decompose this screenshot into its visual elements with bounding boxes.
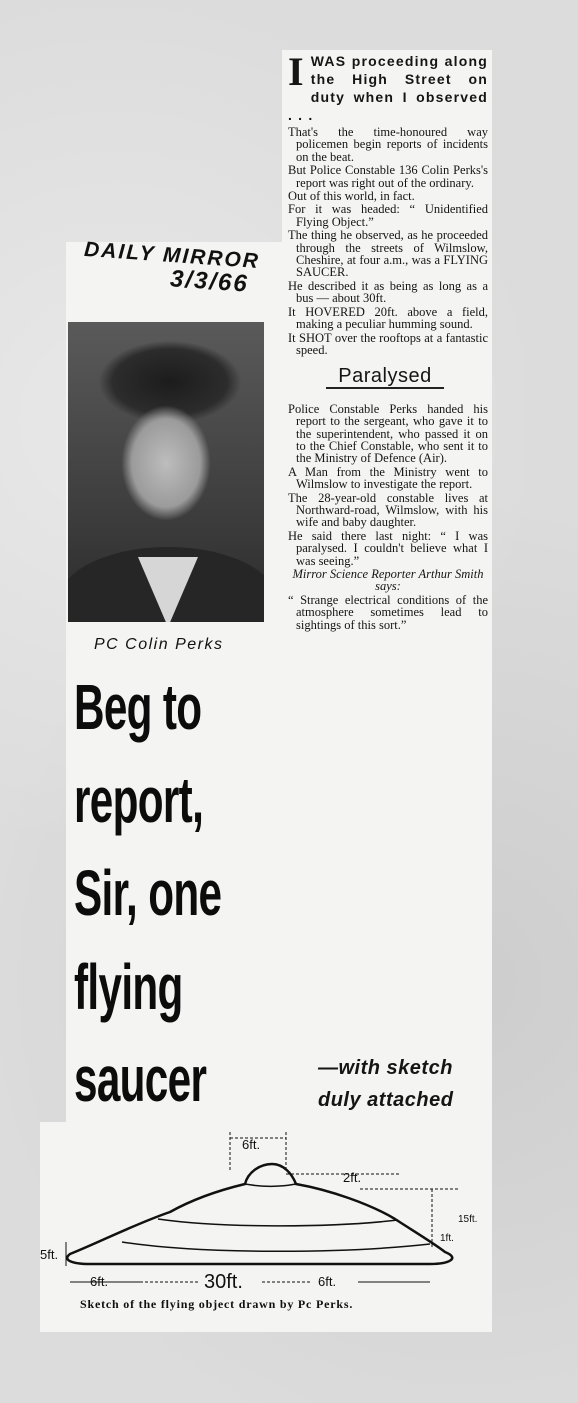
handwritten-date: 3/3/66 (169, 265, 250, 298)
article-paragraph: He said there last night: “ I was paralysed. I couldn't believe what I was seeing.” (288, 528, 488, 568)
headline-line-1: Beg to (74, 671, 202, 743)
article-lead (288, 49, 488, 124)
sketch-note-line-2: duly attached (318, 1089, 454, 1111)
photo-caption: PC Colin Perks (94, 636, 224, 653)
dim-dome-label: 2ft. (343, 1170, 362, 1185)
reporter-quote: “ Strange electrical conditions of the atmosphere sometimes lead to sightings of this sort.” (288, 592, 488, 632)
dim-left-height-label: 5ft. (40, 1247, 59, 1262)
lead-text: WAS proceeding along the High Street on duty when I observed . . . (288, 53, 488, 123)
headline-line-3: Sir, one (74, 857, 222, 929)
sketch-note (318, 1052, 453, 1116)
article-subhead: Paralysed (326, 370, 444, 388)
headline-line-5: saucer (74, 1043, 207, 1115)
article-paragraph: The thing he observed, as he proceeded through the streets of Wilmslow, Cheshire, at four a.m., was a FLYING SAUCER. (288, 228, 488, 280)
saucer-sketch (40, 1124, 492, 1299)
reporter-byline: Mirror Science Reporter Arthur Smith says: (292, 567, 484, 594)
article-paragraph: But Police Constable 136 Colin Perks's report was right out of the ordinary. (288, 163, 488, 190)
saucer-band-1 (158, 1219, 398, 1226)
article-paragraph: It SHOT over the rooftops at a fantastic speed. (288, 330, 488, 357)
sketch-caption: Sketch of the flying object drawn by Pc Perks. (80, 1297, 354, 1311)
article-paragraph: Out of this world, in fact. (288, 189, 415, 204)
dim-body-label: 15ft. (458, 1214, 478, 1225)
dim-left-span-label: 6ft. (90, 1274, 109, 1289)
dim-top-label: 6ft. (242, 1137, 261, 1152)
headline-line-4: flying (74, 951, 183, 1023)
saucer-outline (67, 1164, 452, 1264)
saucer-dome-base (245, 1184, 296, 1186)
dim-rim-label: 1ft. (440, 1233, 454, 1244)
article-paragraph: Police Constable Perks handed his report to the sergeant, who gave it to the superintendent, who passed it on to the Chief Constable, who sent it to the Ministry of Defence (Air). (288, 401, 488, 466)
handwritten-paper-name: DAILY MIRROR (83, 237, 261, 274)
dim-right-span-label: 6ft. (318, 1274, 337, 1289)
article-paragraph: That's the time-honoured way policemen begin reports of incidents on the beat. (288, 125, 488, 164)
article-body (288, 49, 488, 632)
dim-total-label: 30ft. (204, 1271, 243, 1293)
article-paragraph: For it was headed: “ Unidentified Flying Object.” (288, 202, 488, 229)
article-paragraph: He described it as being as long as a bus — about 30ft. (288, 278, 488, 306)
saucer-band-2 (122, 1242, 430, 1251)
article-paragraph: The 28-year-old constable lives at Northward-road, Wilmslow, with his wife and baby daughter. (288, 490, 488, 530)
headline-line-2: report, (74, 764, 204, 836)
drop-cap: I (288, 49, 305, 94)
sketch-note-line-1: —with sketch (318, 1057, 453, 1079)
article-paragraph: It HOVERED 20ft. above a field, making a peculiar humming sound. (288, 304, 488, 332)
portrait-photo (68, 322, 264, 622)
article-paragraph: A Man from the Ministry went to Wilmslow to investigate the report. (288, 464, 488, 492)
